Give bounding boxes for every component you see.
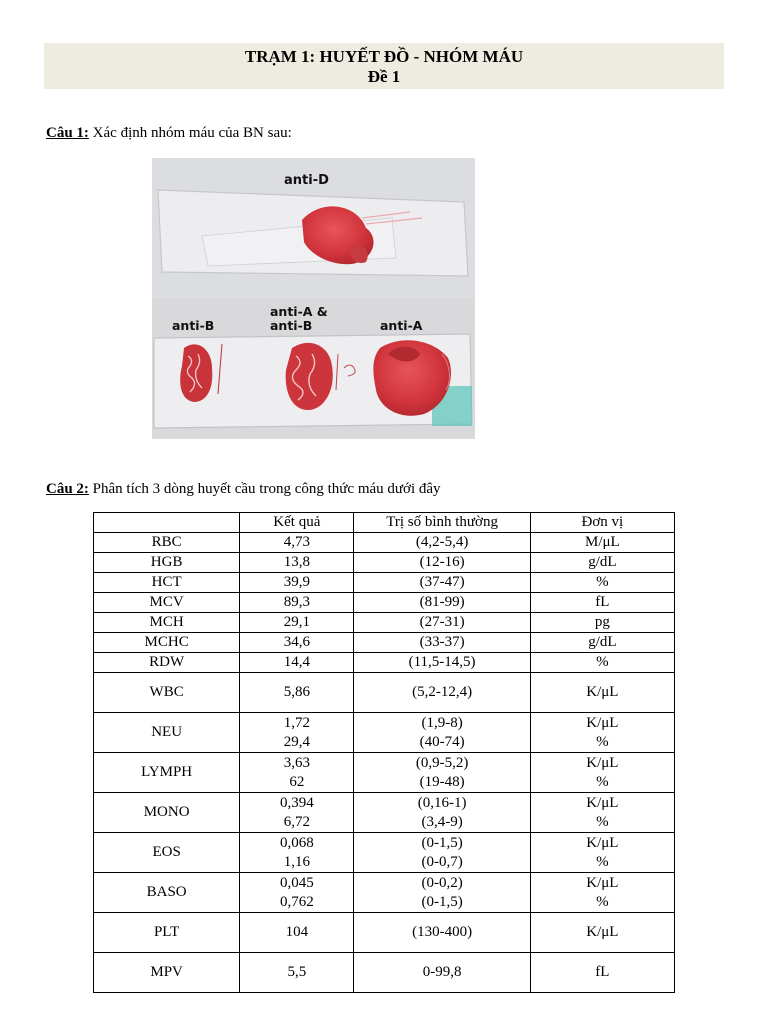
row-result: 13,8: [240, 553, 354, 573]
row-range-pair: [354, 793, 530, 833]
row-name: MCV: [94, 593, 240, 613]
row-range: (1,9-8): [421, 714, 463, 731]
row-result-percent: 0,762: [279, 893, 314, 910]
row-range: 0-99,8: [354, 953, 530, 993]
row-result: 3,63: [283, 754, 310, 771]
row-unit: fL: [530, 953, 674, 993]
row-name: EOS: [94, 833, 240, 873]
row-name: MPV: [94, 953, 240, 993]
title-band: [44, 43, 724, 89]
row-unit: K/μL: [586, 794, 619, 811]
row-result-pair: [240, 713, 354, 753]
blood-typing-photo: [152, 158, 475, 439]
row-name: NEU: [94, 713, 240, 753]
row-name: WBC: [94, 673, 240, 713]
row-unit-pair: [530, 753, 674, 793]
row-result-percent: 1,16: [283, 853, 310, 870]
question-1-text: Xác định nhóm máu của BN sau:: [92, 125, 292, 141]
table-row: [94, 573, 675, 593]
row-range: (33-37): [354, 633, 530, 653]
label-anti-ab-line1: anti-A &: [270, 304, 328, 319]
table-header-row: [94, 513, 675, 533]
row-unit: fL: [530, 593, 674, 613]
row-name: RBC: [94, 533, 240, 553]
row-range-percent: (19-48): [419, 773, 465, 790]
row-range: (27-31): [354, 613, 530, 633]
question-2: [46, 480, 441, 498]
header-cell-range: Trị số bình thường: [354, 513, 530, 533]
row-unit-percent: %: [596, 813, 609, 830]
table-row: [94, 593, 675, 613]
row-range-percent: (0-1,5): [421, 893, 463, 910]
row-unit-percent: %: [596, 893, 609, 910]
row-range: (11,5-14,5): [354, 653, 530, 673]
row-range: (37-47): [354, 573, 530, 593]
row-unit: g/dL: [530, 553, 674, 573]
row-result: 14,4: [240, 653, 354, 673]
row-unit: K/μL: [530, 673, 674, 713]
row-range: (81-99): [354, 593, 530, 613]
table-row: [94, 633, 675, 653]
row-range: (0-1,5): [421, 834, 463, 851]
row-unit: %: [530, 573, 674, 593]
row-result-pair: [240, 833, 354, 873]
row-result: 5,5: [240, 953, 354, 993]
row-name: MONO: [94, 793, 240, 833]
row-range: (12-16): [354, 553, 530, 573]
row-range: (5,2-12,4): [354, 673, 530, 713]
row-name: HCT: [94, 573, 240, 593]
row-unit: K/μL: [530, 913, 674, 953]
row-result-percent: 6,72: [283, 813, 310, 830]
cbc-table: [93, 512, 675, 993]
row-result: 29,1: [240, 613, 354, 633]
row-result-pair: [240, 873, 354, 913]
row-unit-pair: [530, 873, 674, 913]
row-name: MCH: [94, 613, 240, 633]
table-row: [94, 753, 675, 793]
row-result-percent: 29,4: [283, 733, 310, 750]
row-range-pair: [354, 713, 530, 753]
row-unit-pair: [530, 793, 674, 833]
row-name: LYMPH: [94, 753, 240, 793]
row-unit: K/μL: [586, 714, 619, 731]
row-range: (0-0,2): [421, 874, 463, 891]
row-unit-pair: [530, 713, 674, 753]
row-result: 34,6: [240, 633, 354, 653]
row-range: (4,2-5,4): [354, 533, 530, 553]
row-unit: g/dL: [530, 633, 674, 653]
row-unit-pair: [530, 833, 674, 873]
row-range-pair: [354, 873, 530, 913]
question-1: [46, 124, 292, 142]
row-range-percent: (3,4-9): [421, 813, 463, 830]
page-title: TRẠM 1: HUYẾT ĐỒ - NHÓM MÁU: [244, 47, 524, 66]
row-range: (0,16-1): [417, 794, 467, 811]
row-unit-percent: %: [596, 853, 609, 870]
row-result: 0,068: [279, 834, 314, 851]
row-range-pair: [354, 753, 530, 793]
table-row: [94, 793, 675, 833]
row-name: PLT: [94, 913, 240, 953]
row-name: MCHC: [94, 633, 240, 653]
table-row: [94, 953, 675, 993]
question-1-label: Câu 1:: [46, 125, 89, 141]
table-row: [94, 553, 675, 573]
row-name: RDW: [94, 653, 240, 673]
header-cell-empty: [94, 513, 240, 533]
row-result-percent: 62: [289, 773, 305, 790]
row-result: 0,045: [279, 874, 314, 891]
row-unit: %: [530, 653, 674, 673]
question-2-text: Phân tích 3 dòng huyết cầu trong công thức máu dưới đây: [92, 481, 441, 497]
table-row: [94, 613, 675, 633]
table-row: [94, 673, 675, 713]
row-range-percent: (40-74): [419, 733, 465, 750]
row-unit: M/μL: [530, 533, 674, 553]
row-result: 39,9: [240, 573, 354, 593]
row-unit: K/μL: [586, 874, 619, 891]
label-anti-b: anti-B: [172, 318, 215, 333]
row-result: 104: [240, 913, 354, 953]
table-row: [94, 653, 675, 673]
row-range: (130-400): [354, 913, 530, 953]
label-anti-a: anti-A: [380, 318, 423, 333]
table-row: [94, 873, 675, 913]
row-result-pair: [240, 793, 354, 833]
row-range-percent: (0-0,7): [421, 853, 463, 870]
table-row: [94, 713, 675, 753]
table-row: [94, 533, 675, 553]
header-cell-result: Kết quả: [240, 513, 354, 533]
row-unit-percent: %: [596, 733, 609, 750]
row-result: 1,72: [283, 714, 310, 731]
row-unit-percent: %: [596, 773, 609, 790]
row-range-pair: [354, 833, 530, 873]
row-result-pair: [240, 753, 354, 793]
label-anti-d: anti-D: [284, 173, 329, 188]
row-result: 0,394: [279, 794, 314, 811]
table-row: [94, 913, 675, 953]
row-result: 5,86: [240, 673, 354, 713]
row-result: 4,73: [240, 533, 354, 553]
question-2-label: Câu 2:: [46, 481, 89, 497]
table-row: [94, 833, 675, 873]
row-range: (0,9-5,2): [415, 754, 469, 771]
page-subtitle: Đề 1: [367, 67, 401, 86]
row-unit: pg: [530, 613, 674, 633]
row-unit: K/μL: [586, 834, 619, 851]
label-anti-ab-line2: anti-B: [270, 318, 313, 333]
row-name: HGB: [94, 553, 240, 573]
header-cell-unit: Đơn vị: [530, 513, 674, 533]
row-result: 89,3: [240, 593, 354, 613]
row-unit: K/μL: [586, 754, 619, 771]
row-name: BASO: [94, 873, 240, 913]
